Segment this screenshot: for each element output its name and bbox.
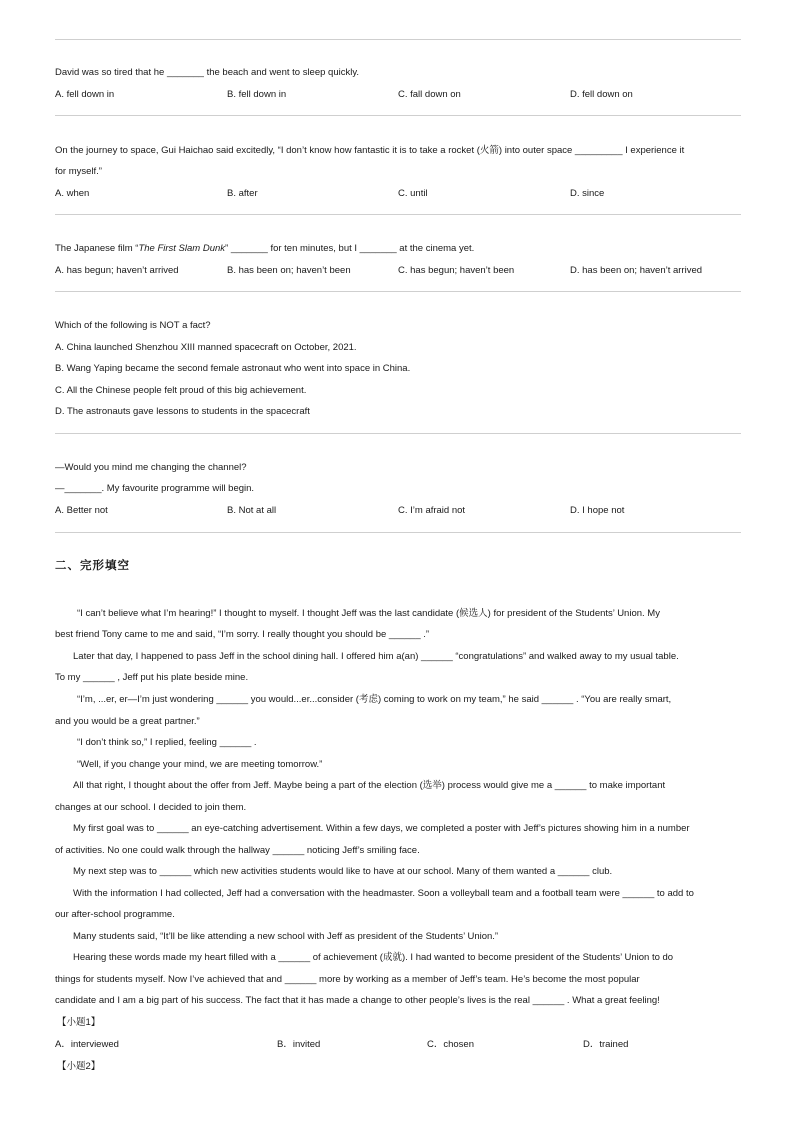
option-b: B. has been on; haven’t been — [227, 265, 351, 276]
passage-line: things for students myself. Now I’ve achieved that and ______ more by working as a member of Jeff’s team. He’s become the most popular — [55, 974, 640, 985]
passage-line: candidate and I am a big part of his success. The fact that it has made a change to other people’s lives is the real ______ . What a great feeling! — [55, 995, 660, 1006]
option-a: A. has begun; haven’t arrived — [55, 265, 179, 276]
passage-line: To my ______ , Jeff put his plate beside mine. — [55, 672, 249, 683]
divider — [55, 433, 741, 434]
subquestion-tag: 【小题2】 — [57, 1061, 101, 1072]
option-b: B. Not at all — [227, 505, 277, 516]
passage-line: All that right, I thought about the offer from Jeff. Maybe being a part of the election (选举) process would give me a ______ to make important — [73, 780, 666, 791]
divider — [55, 115, 741, 116]
passage-line: My first goal was to ______ an eye-catching advertisement. Within a few days, we completed a poster with Jeff’s pictures showing him in a number — [73, 823, 690, 834]
divider — [55, 291, 741, 292]
divider — [55, 214, 741, 215]
option-a: A. when — [55, 188, 90, 199]
subquestion-tag: 【小题1】 — [57, 1017, 101, 1028]
option-d: D. I hope not — [570, 505, 625, 516]
option-b: B. after — [227, 188, 258, 199]
question-stem-line: for myself.” — [55, 166, 102, 177]
option-c: C．chosen — [427, 1039, 474, 1050]
passage-line: best friend Tony came to me and said, “I’m sorry. I really thought you should be ______ .” — [55, 629, 430, 640]
question-stem: David was so tired that he _______ the beach and went to sleep quickly. — [55, 67, 360, 78]
section-heading: 二、完形填空 — [55, 558, 130, 572]
passage-line: “Well, if you change your mind, we are meeting tomorrow.” — [77, 759, 323, 770]
option-a: A. China launched Shenzhou XIII manned spacecraft on October, 2021. — [55, 342, 357, 353]
option-b: B. Wang Yaping became the second female astronaut who went into space in China. — [55, 363, 411, 374]
film-title: The First Slam Dunk — [138, 243, 226, 254]
divider — [55, 39, 741, 40]
option-c: C. I’m afraid not — [398, 505, 466, 516]
question-stem-line: On the journey to space, Gui Haichao said excitedly, “I don’t know how fantastic it is to take a rocket (火箭) into outer space _________ I experience it — [55, 145, 685, 156]
passage-line: “I can’t believe what I’m hearing!” I thought to myself. I thought Jeff was the last candidate (候选人) for president of the Students’ Union. My — [77, 608, 660, 619]
option-c: C. fall down on — [398, 89, 461, 100]
option-d: D. since — [570, 188, 605, 199]
option-a: A. fell down in — [55, 89, 115, 100]
option-c: C. has begun; haven’t been — [398, 265, 515, 276]
passage-line: our after-school programme. — [55, 909, 175, 920]
question-stem — [55, 243, 474, 255]
passage-line: changes at our school. I decided to join them. — [55, 802, 247, 813]
option-b: B．invited — [277, 1039, 321, 1050]
passage-line: My next step was to ______ which new activities students would like to have at our school. Many of them wanted a ______ club. — [73, 866, 613, 877]
passage-line: With the information I had collected, Jeff had a conversation with the headmaster. Soon a volleyball team and a football team were ______ to add to — [73, 888, 694, 899]
question-stem-line: —Would you mind me changing the channel? — [55, 462, 247, 473]
option-a: A. Better not — [55, 505, 108, 516]
option-d: D．trained — [583, 1039, 629, 1050]
passage-line: Hearing these words made my heart filled with a ______ of achievement (成就). I had wanted to become president of the Students’ Union to do — [73, 952, 674, 963]
question-stem: Which of the following is NOT a fact? — [55, 320, 211, 331]
option-c: C. until — [398, 188, 428, 199]
stem-part: The Japanese film “ — [55, 243, 139, 254]
passage-line: of activities. No one could walk through the hallway ______ noticing Jeff’s smiling face. — [55, 845, 420, 856]
option-c: C. All the Chinese people felt proud of this big achievement. — [55, 385, 307, 396]
divider — [55, 532, 741, 533]
option-d: D. The astronauts gave lessons to students in the spacecraft — [55, 406, 310, 417]
option-b: B. fell down in — [227, 89, 287, 100]
question-stem-line: —_______. My favourite programme will begin. — [55, 483, 255, 494]
passage-line: Many students said, “It’ll be like attending a new school with Jeff as president of the Students’ Union.” — [73, 931, 499, 942]
passage-line: and you would be a great partner.” — [55, 716, 200, 727]
stem-part: ” _______ for ten minutes, but I _______ at the cinema yet. — [225, 243, 475, 254]
passage-line: “I don’t think so,” I replied, feeling ______ . — [77, 737, 257, 748]
option-d: D. fell down on — [570, 89, 633, 100]
option-a: A．interviewed — [55, 1039, 119, 1050]
passage-line: Later that day, I happened to pass Jeff in the school dining hall. I offered him a(an) ______ “congratulations” and walked away to my usual table. — [73, 651, 679, 662]
passage-line: “I’m, ...er, er—I’m just wondering ______ you would...er...consider (考虑) coming to work on my team,” he said ______ . “You are really smart, — [77, 694, 672, 705]
option-d: D. has been on; haven’t arrived — [570, 265, 703, 276]
